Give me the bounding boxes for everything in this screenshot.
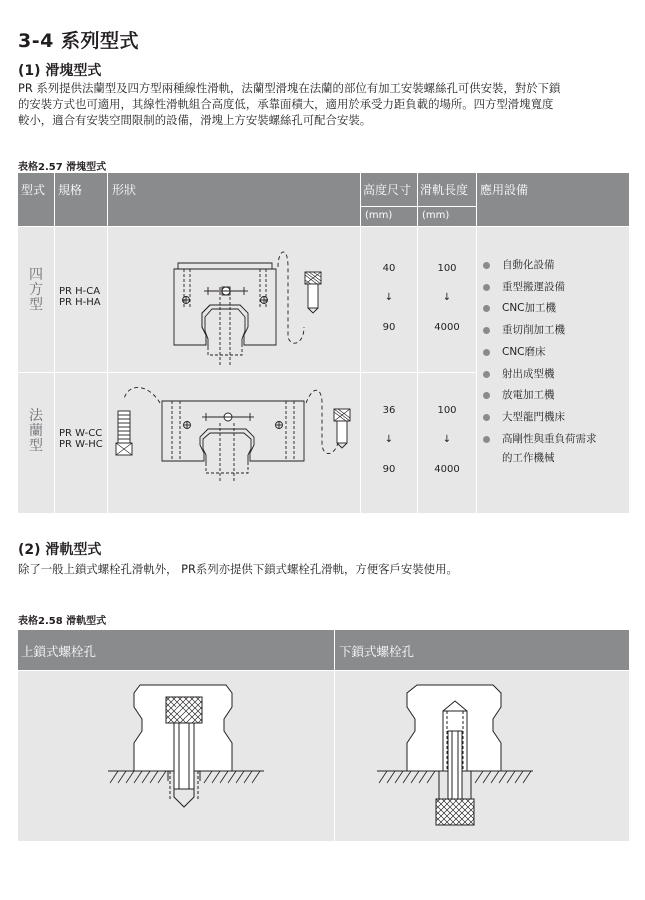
row1-height-to: 90 <box>382 322 396 333</box>
bottom-lock-rail-drawing <box>335 671 629 841</box>
rail-section-heading: (2) 滑軌型式 <box>18 542 102 558</box>
application-item: 自動化設備 <box>480 255 625 277</box>
type-char: 法 <box>29 408 43 424</box>
table-257-caption: 表格2.57 滑塊型式 <box>18 162 107 173</box>
block-section-body <box>18 80 633 128</box>
header-top-lock: 上鎖式螺栓孔 <box>21 644 97 659</box>
row2-length-to: 4000 <box>434 464 460 475</box>
application-item: 重型搬運設備 <box>480 277 625 299</box>
header-length: 滑軌長度 <box>420 183 469 197</box>
application-item: 放電加工機 <box>480 385 625 407</box>
row2-length-arrow: ↓ <box>442 434 452 445</box>
header-application: 應用設備 <box>480 183 529 197</box>
type-char: 型 <box>29 297 43 313</box>
rail-section-body: 除了一般上鎖式螺栓孔滑軌外， PR系列亦提供下鎖式螺栓孔滑軌，方便客戶安裝使用。 <box>18 562 458 576</box>
header-height-unit: (mm) <box>365 210 393 221</box>
flange-block-drawing <box>108 373 360 513</box>
section-title: 3-4 系列型式 <box>18 30 139 52</box>
block-section-heading: (1) 滑塊型式 <box>18 63 102 79</box>
model-name: PR H-HA <box>59 297 101 308</box>
body-line: 的安裝方式也可適用，其線性滑軌組合高度低，承靠面積大，適用於承受力距負載的場所。四方型滑塊寬度 <box>18 97 554 111</box>
application-list <box>480 255 625 470</box>
header-shape: 形狀 <box>112 183 137 197</box>
header-length-unit: (mm) <box>422 210 450 221</box>
row1-models <box>59 286 101 308</box>
row2-height-to: 90 <box>382 464 396 475</box>
application-item: 重切削加工機 <box>480 320 625 342</box>
table-258-caption: 表格2.58 滑軌型式 <box>18 616 107 627</box>
application-item: CNC加工機 <box>480 298 625 320</box>
square-block-drawing <box>108 227 360 372</box>
application-item: 射出成型機 <box>480 364 625 386</box>
application-item: 高剛性與重負荷需求 <box>480 429 625 451</box>
application-item: 大型龍門機床 <box>480 407 625 429</box>
row2-length-from: 100 <box>437 405 457 416</box>
top-lock-rail-drawing <box>18 671 334 841</box>
body-line: PR 系列提供法蘭型及四方型兩種線性滑軌，法蘭型滑塊在法蘭的部位有加工安裝螺絲孔可供安裝，對於下鎖 <box>18 81 561 95</box>
row2-models <box>59 428 103 450</box>
application-item-continuation: 的工作機械 <box>502 452 555 465</box>
header-spec: 規格 <box>58 183 83 197</box>
model-name: PR H-CA <box>59 286 101 297</box>
row1-length-arrow: ↓ <box>442 292 452 303</box>
row1-length-to: 4000 <box>434 322 460 333</box>
header-type: 型式 <box>21 183 46 197</box>
row2-height-from: 36 <box>382 405 396 416</box>
model-name: PR W-HC <box>59 439 103 450</box>
model-name: PR W-CC <box>59 428 103 439</box>
row1-type-label <box>28 268 44 313</box>
header-shape-cell <box>108 173 360 226</box>
type-char: 四 <box>29 267 43 283</box>
type-char: 蘭 <box>29 423 43 439</box>
header-bottom-lock: 下鎖式螺栓孔 <box>339 644 415 659</box>
row2-type-label <box>28 409 44 454</box>
row2-height-arrow: ↓ <box>384 434 394 445</box>
header-height: 高度尺寸 <box>363 183 412 197</box>
row1-height-from: 40 <box>382 263 396 274</box>
row1-length-from: 100 <box>437 263 457 274</box>
row1-height-arrow: ↓ <box>384 292 394 303</box>
type-char: 方 <box>29 282 43 298</box>
type-char: 型 <box>29 438 43 454</box>
application-item: CNC磨床 <box>480 342 625 364</box>
body-line: 較小，適合有安裝空間限制的設備，滑塊上方安裝螺絲孔可配合安裝。 <box>18 113 372 127</box>
